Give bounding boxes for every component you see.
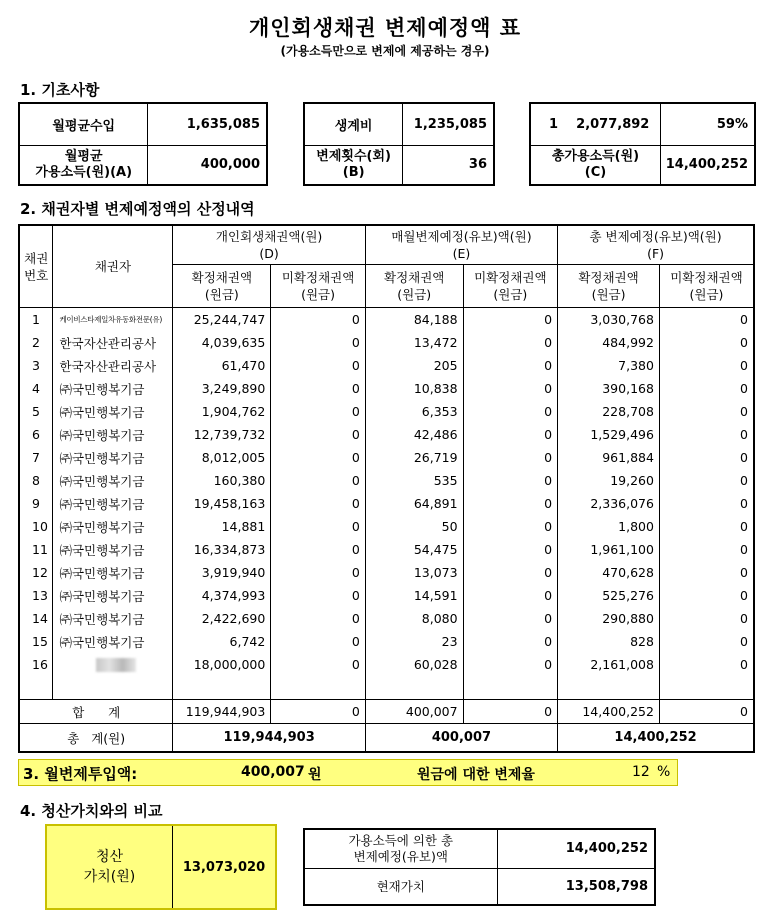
creditor-name: ㈜국민행복기금 — [53, 630, 173, 653]
table-row — [19, 469, 754, 492]
cell-e-unconf: 0 — [463, 630, 558, 653]
cell-d-conf: 18,000,000 — [173, 653, 271, 676]
cell-d-conf: 2,422,690 — [173, 607, 271, 630]
table-row — [19, 377, 754, 400]
table-row — [19, 423, 754, 446]
cell-d-conf: 16,334,873 — [173, 538, 271, 561]
cell-d-conf: 4,039,635 — [173, 331, 271, 354]
row-number: 2 — [19, 331, 53, 354]
header-d-unconfirmed: 미확정채권액 (원금) — [271, 265, 366, 308]
header-f-unconfirmed: 미확정채권액 (원금) — [659, 265, 754, 308]
monthly-income-label: 월평균수입 — [19, 103, 148, 145]
cell-f-unconf: 0 — [659, 561, 754, 584]
table-row — [19, 584, 754, 607]
cell-d-conf: 6,742 — [173, 630, 271, 653]
avg-disposable-value: 400,000 — [148, 145, 267, 185]
table-row — [19, 308, 754, 332]
cell-f-unconf: 0 — [659, 492, 754, 515]
present-value-label: 현재가치 — [304, 868, 497, 905]
creditor-name: ㈜국민행복기금 — [53, 400, 173, 423]
row-number: 4 — [19, 377, 53, 400]
cell-d-unconf: 0 — [271, 630, 366, 653]
row-number: 10 — [19, 515, 53, 538]
cell-f-conf: 828 — [558, 630, 660, 653]
cell-f-unconf: 0 — [659, 331, 754, 354]
sum-d-confirmed: 119,944,903 — [173, 700, 271, 724]
header-d-confirmed: 확정채권액 (원금) — [173, 265, 271, 308]
creditor-name: ㈜국민행복기금 — [53, 561, 173, 584]
total-disposable-label: 총가용소득(원) (C) — [530, 145, 661, 185]
sum-f-confirmed: 14,400,252 — [558, 700, 660, 724]
cell-f-conf: 228,708 — [558, 400, 660, 423]
creditor-table — [18, 224, 755, 753]
cell-d-unconf: 0 — [271, 561, 366, 584]
table-row — [19, 630, 754, 653]
cell-e-unconf: 0 — [463, 561, 558, 584]
cell-e-conf: 8,080 — [365, 607, 463, 630]
cell-f-conf: 3,030,768 — [558, 308, 660, 332]
sum-e-unconfirmed: 0 — [463, 700, 558, 724]
sum-f-unconfirmed: 0 — [659, 700, 754, 724]
cell-e-unconf: 0 — [463, 331, 558, 354]
liquidation-label: 청산 가치(원) — [46, 825, 173, 909]
header-d: 개인회생채권액(원) (D) — [173, 225, 365, 265]
row-number: 15 — [19, 630, 53, 653]
monthly-income-value: 1,635,085 — [148, 103, 267, 145]
cell-f-unconf: 0 — [659, 607, 754, 630]
page-title: 개인회생채권 변제예정액 표 — [248, 16, 522, 40]
living-box — [303, 102, 495, 186]
cell-d-conf: 160,380 — [173, 469, 271, 492]
cell-e-unconf: 0 — [463, 515, 558, 538]
header-no: 채권 번호 — [19, 225, 53, 308]
cell-f-conf: 290,880 — [558, 607, 660, 630]
living-cost-label: 생계비 — [304, 103, 403, 145]
liquidation-box — [45, 824, 277, 910]
cell-e-conf: 60,028 — [365, 653, 463, 676]
total-f: 14,400,252 — [558, 724, 754, 753]
creditor-name: 한국자산관리공사 — [53, 331, 173, 354]
cell-d-unconf: 0 — [271, 653, 366, 676]
creditor-name: ㈜국민행복기금 — [53, 607, 173, 630]
page-subtitle: (가용소득만으로 변제에 제공하는 경우) — [280, 44, 490, 58]
total-d: 119,944,903 — [173, 724, 365, 753]
cell-e-unconf: 0 — [463, 538, 558, 561]
cell-d-conf: 3,919,940 — [173, 561, 271, 584]
cell-e-conf: 54,475 — [365, 538, 463, 561]
cell-e-conf: 42,486 — [365, 423, 463, 446]
row-number: 6 — [19, 423, 53, 446]
table-row — [19, 653, 754, 676]
section4-heading: 4. 청산가치와의 비교 — [20, 802, 163, 820]
header-creditor: 채권자 — [53, 225, 173, 308]
cell-d-unconf: 0 — [271, 515, 366, 538]
cell-e-conf: 23 — [365, 630, 463, 653]
cell-f-conf: 2,161,008 — [558, 653, 660, 676]
row-number: 14 — [19, 607, 53, 630]
monthly-payment-unit: 원 — [308, 767, 322, 783]
cell-f-conf: 1,961,100 — [558, 538, 660, 561]
cell-e-conf: 26,719 — [365, 446, 463, 469]
cell-d-unconf: 0 — [271, 538, 366, 561]
cell-f-conf: 470,628 — [558, 561, 660, 584]
cell-f-conf: 2,336,076 — [558, 492, 660, 515]
cell-d-conf: 61,470 — [173, 354, 271, 377]
cell-f-unconf: 0 — [659, 308, 754, 332]
creditor-name — [53, 653, 173, 676]
row-number: 16 — [19, 653, 53, 676]
cell-d-unconf: 0 — [271, 377, 366, 400]
cell-e-conf: 50 — [365, 515, 463, 538]
table-row — [19, 607, 754, 630]
row-number: 12 — [19, 561, 53, 584]
cell-d-unconf: 0 — [271, 354, 366, 377]
cell-e-unconf: 0 — [463, 400, 558, 423]
cell-d-conf: 19,458,163 — [173, 492, 271, 515]
cell-f-unconf: 0 — [659, 423, 754, 446]
repayment-ratio-value: 12 — [632, 764, 650, 780]
cell-e-conf: 84,188 — [365, 308, 463, 332]
cell-e-conf: 6,353 — [365, 400, 463, 423]
disposable-repay-label: 가용소득에 의한 총 변제예정(유보)액 — [304, 829, 497, 868]
cell-e-conf: 205 — [365, 354, 463, 377]
table-row — [19, 446, 754, 469]
row-number: 11 — [19, 538, 53, 561]
section2-heading: 2. 채권자별 변제예정액의 산정내역 — [20, 200, 255, 218]
cell-e-unconf: 0 — [463, 584, 558, 607]
cell-f-unconf: 0 — [659, 469, 754, 492]
liquidation-value: 13,073,020 — [173, 825, 277, 909]
payment-count-value: 36 — [403, 145, 494, 185]
cell-e-unconf: 0 — [463, 423, 558, 446]
row-number: 9 — [19, 492, 53, 515]
cell-e-conf: 535 — [365, 469, 463, 492]
cell-e-conf: 13,073 — [365, 561, 463, 584]
cell-e-unconf: 0 — [463, 492, 558, 515]
row-number: 5 — [19, 400, 53, 423]
cell-d-unconf: 0 — [271, 492, 366, 515]
cell-e-unconf: 0 — [463, 607, 558, 630]
cell-e-unconf: 0 — [463, 308, 558, 332]
creditor-name: ㈜국민행복기금 — [53, 492, 173, 515]
repayment-ratio-label: 원금에 대한 변제율 — [417, 767, 535, 783]
cell-f-conf: 7,380 — [558, 354, 660, 377]
cell-d-unconf: 0 — [271, 331, 366, 354]
cell-d-unconf: 0 — [271, 446, 366, 469]
sum-d-unconfirmed: 0 — [271, 700, 366, 724]
creditor-name: 케이비스타제일차유동화전문(유) — [53, 308, 173, 332]
cell-f-conf: 1,529,496 — [558, 423, 660, 446]
cell-e-conf: 64,891 — [365, 492, 463, 515]
row-number: 7 — [19, 446, 53, 469]
extra-amount: 1 2,077,892 — [530, 103, 661, 145]
table-row — [19, 538, 754, 561]
cell-f-unconf: 0 — [659, 515, 754, 538]
section1-heading: 1. 기초사항 — [20, 81, 100, 99]
cell-d-unconf: 0 — [271, 469, 366, 492]
total-income-box — [529, 102, 756, 186]
row-number: 13 — [19, 584, 53, 607]
sum-e-confirmed: 400,007 — [365, 700, 463, 724]
payment-count-label: 변제횟수(회) (B) — [304, 145, 403, 185]
row-number: 8 — [19, 469, 53, 492]
table-row — [19, 331, 754, 354]
header-e: 매월변제예정(유보)액(원) (E) — [365, 225, 557, 265]
header-e-unconfirmed: 미확정채권액 (원금) — [463, 265, 558, 308]
table-row — [19, 561, 754, 584]
cell-e-unconf: 0 — [463, 469, 558, 492]
row-number: 3 — [19, 354, 53, 377]
total-e: 400,007 — [365, 724, 557, 753]
cell-f-conf: 525,276 — [558, 584, 660, 607]
total-label: 총 계(원) — [19, 724, 173, 753]
cell-f-unconf: 0 — [659, 538, 754, 561]
row-number: 1 — [19, 308, 53, 332]
present-value-value: 13,508,798 — [497, 868, 655, 905]
cell-f-conf: 1,800 — [558, 515, 660, 538]
sum-label: 합 계 — [19, 700, 173, 724]
cell-e-unconf: 0 — [463, 653, 558, 676]
creditor-name: ㈜국민행복기금 — [53, 515, 173, 538]
header-f-confirmed: 확정채권액 (원금) — [558, 265, 660, 308]
extra-percent: 59% — [661, 103, 756, 145]
cell-f-unconf: 0 — [659, 653, 754, 676]
table-row — [19, 354, 754, 377]
creditor-name: ㈜국민행복기금 — [53, 446, 173, 469]
monthly-payment-bar — [18, 759, 678, 786]
cell-f-unconf: 0 — [659, 446, 754, 469]
cell-d-unconf: 0 — [271, 584, 366, 607]
table-row — [19, 400, 754, 423]
cell-f-unconf: 0 — [659, 354, 754, 377]
cell-e-unconf: 0 — [463, 354, 558, 377]
table-row — [19, 515, 754, 538]
present-value-box — [303, 828, 656, 906]
cell-f-conf: 961,884 — [558, 446, 660, 469]
cell-f-unconf: 0 — [659, 400, 754, 423]
cell-d-conf: 3,249,890 — [173, 377, 271, 400]
creditor-name: ㈜국민행복기금 — [53, 538, 173, 561]
creditor-name: ㈜국민행복기금 — [53, 584, 173, 607]
living-cost-value: 1,235,085 — [403, 103, 494, 145]
disposable-repay-value: 14,400,252 — [497, 829, 655, 868]
header-e-confirmed: 확정채권액 (원금) — [365, 265, 463, 308]
income-box — [18, 102, 268, 186]
creditor-name: ㈜국민행복기금 — [53, 469, 173, 492]
cell-e-unconf: 0 — [463, 377, 558, 400]
cell-d-conf: 4,374,993 — [173, 584, 271, 607]
cell-d-conf: 1,904,762 — [173, 400, 271, 423]
creditor-name: ㈜국민행복기금 — [53, 423, 173, 446]
cell-f-unconf: 0 — [659, 377, 754, 400]
section3-heading: 3. 월변제투입액: — [23, 765, 138, 783]
cell-d-conf: 14,881 — [173, 515, 271, 538]
cell-f-unconf: 0 — [659, 630, 754, 653]
cell-f-conf: 484,992 — [558, 331, 660, 354]
cell-e-conf: 10,838 — [365, 377, 463, 400]
cell-f-conf: 19,260 — [558, 469, 660, 492]
cell-e-unconf: 0 — [463, 446, 558, 469]
creditor-name: ㈜국민행복기금 — [53, 377, 173, 400]
cell-d-unconf: 0 — [271, 400, 366, 423]
table-row — [19, 492, 754, 515]
cell-e-conf: 13,472 — [365, 331, 463, 354]
cell-d-unconf: 0 — [271, 423, 366, 446]
cell-d-conf: 8,012,005 — [173, 446, 271, 469]
cell-d-conf: 12,739,732 — [173, 423, 271, 446]
avg-disposable-label: 월평균 가용소득(원)(A) — [19, 145, 148, 185]
redacted-name — [96, 658, 136, 672]
creditor-name: 한국자산관리공사 — [53, 354, 173, 377]
cell-f-conf: 390,168 — [558, 377, 660, 400]
monthly-payment-amount: 400,007 — [241, 764, 305, 780]
cell-e-conf: 14,591 — [365, 584, 463, 607]
total-disposable-value: 14,400,252 — [661, 145, 756, 185]
header-f: 총 변제예정(유보)액(원) (F) — [558, 225, 754, 265]
cell-d-unconf: 0 — [271, 308, 366, 332]
repayment-ratio-unit: % — [657, 764, 671, 780]
cell-f-unconf: 0 — [659, 584, 754, 607]
cell-d-unconf: 0 — [271, 607, 366, 630]
cell-d-conf: 25,244,747 — [173, 308, 271, 332]
